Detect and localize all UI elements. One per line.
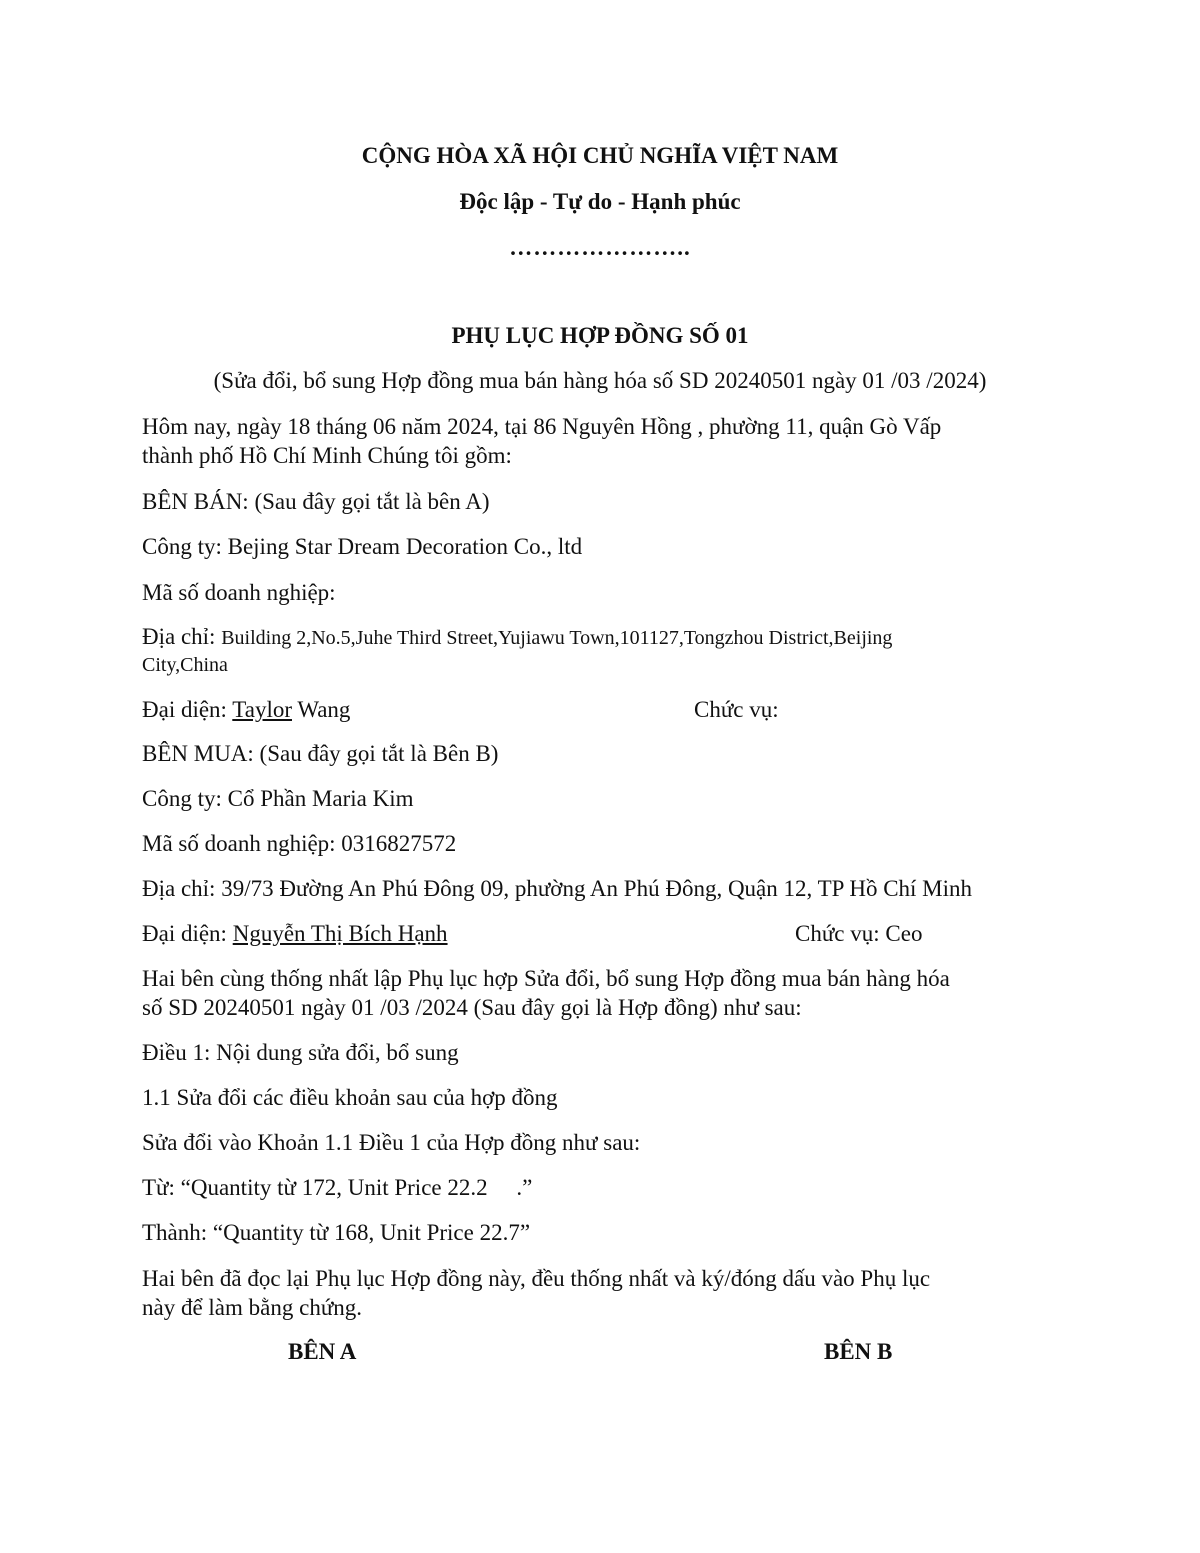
- buyer-representative: [142, 920, 448, 948]
- buyer-company: Công ty: Cổ Phần Maria Kim: [142, 786, 414, 811]
- seller-address-label: Địa chỉ:: [142, 624, 222, 649]
- document-subtitle: (Sửa đổi, bổ sung Hợp đồng mua bán hàng hóa số SD 20240501 ngày 01 /03 /2024): [213, 368, 987, 393]
- national-title: CỘNG HÒA XÃ HỘI CHỦ NGHĨA VIỆT NAM: [361, 143, 839, 168]
- document-title: PHỤ LỤC HỢP ĐỒNG SỐ 01: [451, 323, 749, 348]
- seller-rep-last-name: Wang: [292, 697, 351, 722]
- buyer-position: Chức vụ: Ceo: [795, 921, 923, 946]
- buyer-tax-id: Mã số doanh nghiệp: 0316827572: [142, 831, 457, 856]
- agreement-line-2: số SD 20240501 ngày 01 /03 /2024 (Sau đây gọi là Hợp đồng) như sau:: [142, 995, 802, 1020]
- seller-heading: BÊN BÁN: (Sau đây gọi tắt là bên A): [142, 489, 490, 514]
- seller-company: Công ty: Bejing Star Dream Decoration Co., ltd: [142, 534, 583, 559]
- buyer-rep-label: Đại diện:: [142, 921, 233, 946]
- closing-line-1: Hai bên đã đọc lại Phụ lục Hợp đồng này, đều thống nhất và ký/đóng dấu vào Phụ lục: [142, 1266, 931, 1291]
- seller-tax-id: Mã số doanh nghiệp:: [142, 580, 336, 605]
- article-1-amendment: Sửa đổi vào Khoản 1.1 Điều 1 của Hợp đồng như sau:: [142, 1130, 641, 1155]
- intro-line-1: Hôm nay, ngày 18 tháng 06 năm 2024, tại 86 Nguyên Hồng , phường 11, quận Gò Vấp: [142, 414, 942, 439]
- seller-address-line-1: [142, 623, 892, 652]
- intro-line-2: thành phố Hồ Chí Minh Chúng tôi gồm:: [142, 443, 512, 468]
- closing-line-2: này để làm bằng chứng.: [142, 1295, 363, 1320]
- seller-address-line-2: City,China: [142, 654, 228, 676]
- buyer-rep-name: Nguyễn Thị Bích Hạnh: [232, 921, 448, 946]
- article-1-from: Từ: “Quantity từ 172, Unit Price 22.2 .”: [142, 1175, 533, 1200]
- seller-rep-first-name: Taylor: [232, 697, 292, 722]
- article-1-to: Thành: “Quantity từ 168, Unit Price 22.7”: [142, 1220, 531, 1245]
- signature-party-a: BÊN A: [288, 1339, 357, 1364]
- seller-position: Chức vụ:: [694, 697, 779, 722]
- agreement-line-1: Hai bên cùng thống nhất lập Phụ lục hợp Sửa đổi, bổ sung Hợp đồng mua bán hàng hóa: [142, 966, 950, 991]
- article-1-clause: 1.1 Sửa đổi các điều khoản sau của hợp đồng: [142, 1085, 558, 1110]
- buyer-address: Địa chỉ: 39/73 Đường An Phú Đông 09, phường An Phú Đông, Quận 12, TP Hồ Chí Minh: [142, 876, 973, 901]
- header-separator: …………………..: [509, 235, 691, 260]
- national-motto: Độc lập - Tự do - Hạnh phúc: [459, 189, 741, 214]
- seller-rep-label: Đại diện:: [142, 697, 233, 722]
- article-1-heading: Điều 1: Nội dung sửa đổi, bổ sung: [142, 1040, 459, 1065]
- buyer-heading: BÊN MUA: (Sau đây gọi tắt là Bên B): [142, 741, 499, 766]
- seller-representative: [142, 696, 350, 724]
- signature-party-b: BÊN B: [824, 1339, 893, 1364]
- seller-address-value: Building 2,No.5,Juhe Third Street,Yujiawu Town,101127,Tongzhou District,Beijing: [221, 627, 893, 649]
